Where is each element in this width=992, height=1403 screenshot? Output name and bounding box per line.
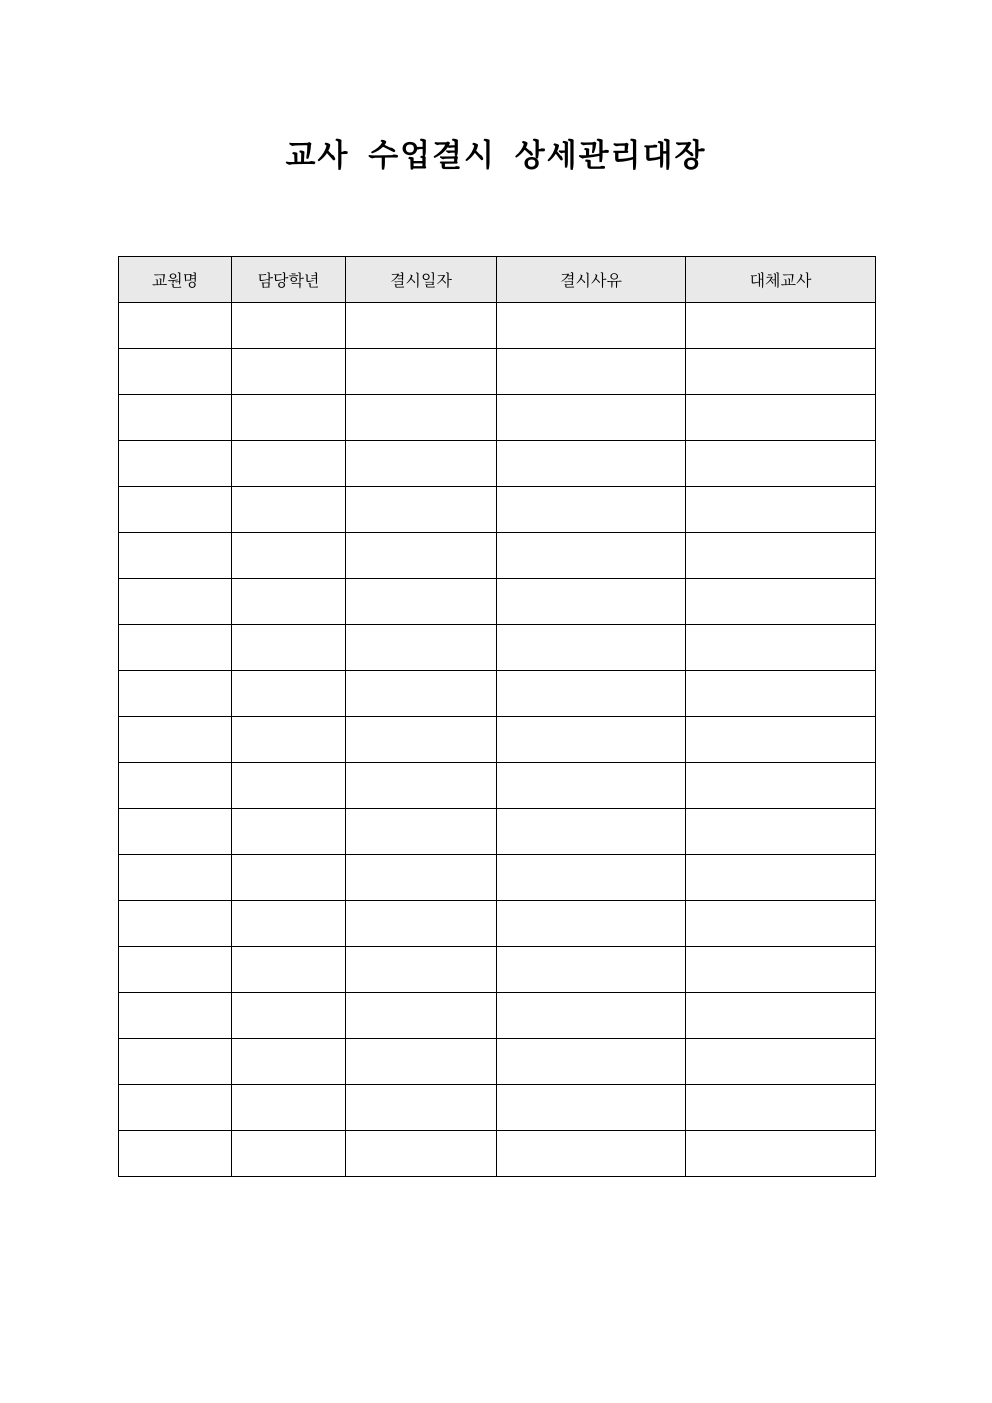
teacher-name-cell xyxy=(119,671,232,717)
substitute-teacher-cell xyxy=(686,763,876,809)
absence-reason-cell xyxy=(497,855,686,901)
table-row xyxy=(119,901,876,947)
teacher-name-cell xyxy=(119,579,232,625)
assigned-grade-cell xyxy=(232,809,346,855)
assigned-grade-cell xyxy=(232,533,346,579)
absence-date-cell xyxy=(346,349,497,395)
absence-date-cell xyxy=(346,533,497,579)
table-row xyxy=(119,625,876,671)
absence-reason-cell xyxy=(497,993,686,1039)
assigned-grade-cell xyxy=(232,1131,346,1177)
absence-reason-cell xyxy=(497,671,686,717)
absence-reason-cell xyxy=(497,625,686,671)
substitute-teacher-cell xyxy=(686,1039,876,1085)
table-row xyxy=(119,717,876,763)
absence-reason-cell xyxy=(497,441,686,487)
absence-date-cell xyxy=(346,395,497,441)
header-absence-reason: 결시사유 xyxy=(497,257,686,303)
table-row xyxy=(119,1039,876,1085)
teacher-name-cell xyxy=(119,901,232,947)
substitute-teacher-cell xyxy=(686,487,876,533)
absence-reason-cell xyxy=(497,901,686,947)
absence-ledger-table xyxy=(118,256,876,1177)
absence-date-cell xyxy=(346,1085,497,1131)
assigned-grade-cell xyxy=(232,947,346,993)
absence-reason-cell xyxy=(497,1085,686,1131)
assigned-grade-cell xyxy=(232,1085,346,1131)
substitute-teacher-cell xyxy=(686,303,876,349)
teacher-name-cell xyxy=(119,947,232,993)
substitute-teacher-cell xyxy=(686,993,876,1039)
assigned-grade-cell xyxy=(232,855,346,901)
teacher-name-cell xyxy=(119,349,232,395)
absence-date-cell xyxy=(346,625,497,671)
teacher-name-cell xyxy=(119,1131,232,1177)
assigned-grade-cell xyxy=(232,441,346,487)
substitute-teacher-cell xyxy=(686,1085,876,1131)
absence-date-cell xyxy=(346,671,497,717)
absence-date-cell xyxy=(346,809,497,855)
table-row xyxy=(119,671,876,717)
header-assigned-grade: 담당학년 xyxy=(232,257,346,303)
table-row xyxy=(119,533,876,579)
header-substitute-teacher: 대체교사 xyxy=(686,257,876,303)
absence-date-cell xyxy=(346,303,497,349)
teacher-name-cell xyxy=(119,993,232,1039)
absence-date-cell xyxy=(346,763,497,809)
table-row xyxy=(119,579,876,625)
teacher-name-cell xyxy=(119,855,232,901)
absence-date-cell xyxy=(346,487,497,533)
table-row xyxy=(119,441,876,487)
assigned-grade-cell xyxy=(232,625,346,671)
teacher-name-cell xyxy=(119,395,232,441)
absence-reason-cell xyxy=(497,809,686,855)
assigned-grade-cell xyxy=(232,901,346,947)
substitute-teacher-cell xyxy=(686,441,876,487)
table-row xyxy=(119,809,876,855)
absence-date-cell xyxy=(346,901,497,947)
table-row xyxy=(119,855,876,901)
absence-date-cell xyxy=(346,1131,497,1177)
table-row xyxy=(119,1131,876,1177)
assigned-grade-cell xyxy=(232,487,346,533)
absence-date-cell xyxy=(346,717,497,763)
substitute-teacher-cell xyxy=(686,533,876,579)
absence-reason-cell xyxy=(497,395,686,441)
substitute-teacher-cell xyxy=(686,901,876,947)
header-absence-date: 결시일자 xyxy=(346,257,497,303)
absence-reason-cell xyxy=(497,717,686,763)
absence-reason-cell xyxy=(497,1131,686,1177)
absence-reason-cell xyxy=(497,533,686,579)
absence-reason-cell xyxy=(497,1039,686,1085)
table-body xyxy=(119,303,876,1177)
absence-reason-cell xyxy=(497,303,686,349)
substitute-teacher-cell xyxy=(686,809,876,855)
assigned-grade-cell xyxy=(232,303,346,349)
table-row xyxy=(119,487,876,533)
absence-reason-cell xyxy=(497,487,686,533)
teacher-name-cell xyxy=(119,763,232,809)
substitute-teacher-cell xyxy=(686,947,876,993)
document-title: 교사 수업결시 상세관리대장 xyxy=(285,138,707,174)
table-row xyxy=(119,947,876,993)
absence-reason-cell xyxy=(497,349,686,395)
assigned-grade-cell xyxy=(232,763,346,809)
assigned-grade-cell xyxy=(232,395,346,441)
teacher-name-cell xyxy=(119,487,232,533)
table-row xyxy=(119,1085,876,1131)
absence-reason-cell xyxy=(497,579,686,625)
absence-date-cell xyxy=(346,441,497,487)
substitute-teacher-cell xyxy=(686,579,876,625)
header-teacher-name: 교원명 xyxy=(119,257,232,303)
assigned-grade-cell xyxy=(232,717,346,763)
teacher-name-cell xyxy=(119,1039,232,1085)
substitute-teacher-cell xyxy=(686,671,876,717)
table-row xyxy=(119,993,876,1039)
substitute-teacher-cell xyxy=(686,349,876,395)
absence-date-cell xyxy=(346,947,497,993)
absence-date-cell xyxy=(346,579,497,625)
substitute-teacher-cell xyxy=(686,395,876,441)
table-row xyxy=(119,763,876,809)
substitute-teacher-cell xyxy=(686,855,876,901)
substitute-teacher-cell xyxy=(686,717,876,763)
table-row xyxy=(119,349,876,395)
assigned-grade-cell xyxy=(232,349,346,395)
assigned-grade-cell xyxy=(232,993,346,1039)
teacher-name-cell xyxy=(119,809,232,855)
teacher-name-cell xyxy=(119,1085,232,1131)
absence-date-cell xyxy=(346,855,497,901)
table-row xyxy=(119,395,876,441)
table-row xyxy=(119,303,876,349)
assigned-grade-cell xyxy=(232,579,346,625)
substitute-teacher-cell xyxy=(686,625,876,671)
assigned-grade-cell xyxy=(232,1039,346,1085)
absence-reason-cell xyxy=(497,947,686,993)
teacher-name-cell xyxy=(119,441,232,487)
absence-reason-cell xyxy=(497,763,686,809)
teacher-name-cell xyxy=(119,303,232,349)
substitute-teacher-cell xyxy=(686,1131,876,1177)
teacher-name-cell xyxy=(119,533,232,579)
absence-date-cell xyxy=(346,1039,497,1085)
table-header-row xyxy=(119,257,876,303)
assigned-grade-cell xyxy=(232,671,346,717)
absence-date-cell xyxy=(346,993,497,1039)
teacher-name-cell xyxy=(119,625,232,671)
teacher-name-cell xyxy=(119,717,232,763)
